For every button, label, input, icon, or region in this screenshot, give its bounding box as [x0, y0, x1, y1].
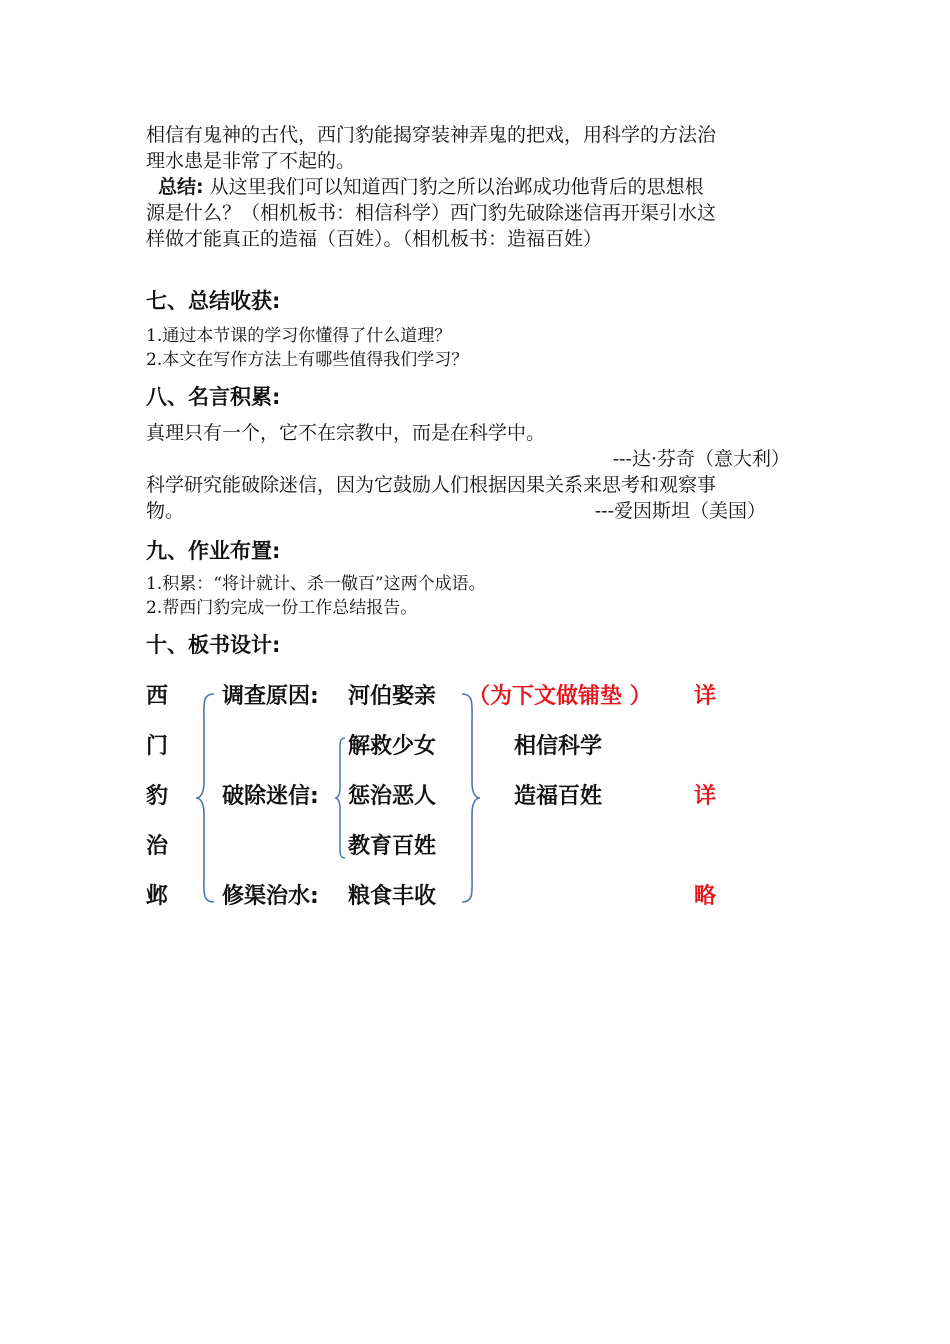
quote-2-author: ---爱因斯坦（美国）	[594, 500, 766, 522]
left-brace-icon	[194, 692, 216, 904]
quote-2-line-1: 科学研究能破除迷信，因为它鼓励人们根据因果关系来思考和观察事	[146, 474, 717, 496]
section-9-title: 九、作业布置:	[146, 539, 281, 563]
mark-detail-2: 详	[694, 784, 717, 809]
quote-1-author: ---达·芬奇（意大利）	[612, 448, 790, 470]
break-item-2: 惩治恶人	[348, 784, 437, 809]
canal-value: 粮食丰收	[348, 884, 437, 909]
blackboard-design	[146, 678, 810, 918]
intro-line-2: 理水患是非常了不起的。	[146, 150, 356, 172]
board-title-char-2: 门	[146, 734, 169, 759]
investigate-note: （为下文做铺垫 ）	[468, 684, 652, 709]
summary-label: 总结:	[158, 176, 204, 198]
break-label: 破除迷信:	[222, 784, 319, 809]
section-7-title: 七、总结收获:	[146, 289, 281, 313]
mark-brief: 略	[694, 884, 717, 909]
board-title-char-1: 西	[146, 684, 169, 709]
quote-1: 真理只有一个，它不在宗教中，而是在科学中。	[146, 422, 546, 444]
summary-text-1: 从这里我们可以知道西门豹之所以治邺成功他背后的思想根	[209, 176, 704, 198]
mark-detail-1: 详	[694, 684, 717, 709]
intro-line-1: 相信有鬼神的古代，西门豹能揭穿装神弄鬼的把戏，用科学的方法治	[146, 124, 717, 146]
summary-line-3: 样做才能真正的造福（百姓）。（相机板书：造福百姓）	[146, 228, 603, 250]
section-7-item-2: 2.本文在写作方法上有哪些值得我们学习？	[146, 350, 469, 370]
outcome-2: 造福百姓	[514, 784, 603, 809]
break-item-1: 解救少女	[348, 734, 437, 759]
board-title-char-3: 豹	[146, 784, 169, 809]
section-9-item-2: 2.帮西门豹完成一份工作总结报告。	[146, 598, 418, 618]
summary-line-2: 源是什么？（相机板书：相信科学）西门豹先破除迷信再开渠引水这	[146, 202, 717, 224]
quote-2-tail: 物。	[146, 500, 185, 522]
break-item-3: 教育百姓	[348, 834, 437, 859]
summary-line-1	[146, 174, 810, 200]
section-7-item-1: 1.通过本节课的学习你懂得了什么道理？	[146, 326, 452, 346]
document-body	[146, 122, 810, 660]
investigate-label: 调查原因:	[222, 684, 319, 709]
board-title-char-5: 邺	[146, 884, 169, 909]
section-8-title: 八、名言积累:	[146, 385, 281, 409]
right-brace-icon	[460, 692, 482, 904]
inner-brace-icon	[334, 736, 346, 860]
investigate-value: 河伯娶亲	[348, 684, 437, 709]
section-9-item-1: 1.积累：“将计就计、杀一儆百”这两个成语。	[146, 574, 486, 594]
board-title-char-4: 治	[146, 834, 169, 859]
quote-2-line-2	[146, 498, 810, 524]
canal-label: 修渠治水:	[222, 884, 319, 909]
section-10-title: 十、板书设计:	[146, 633, 281, 657]
outcome-1: 相信科学	[514, 734, 603, 759]
